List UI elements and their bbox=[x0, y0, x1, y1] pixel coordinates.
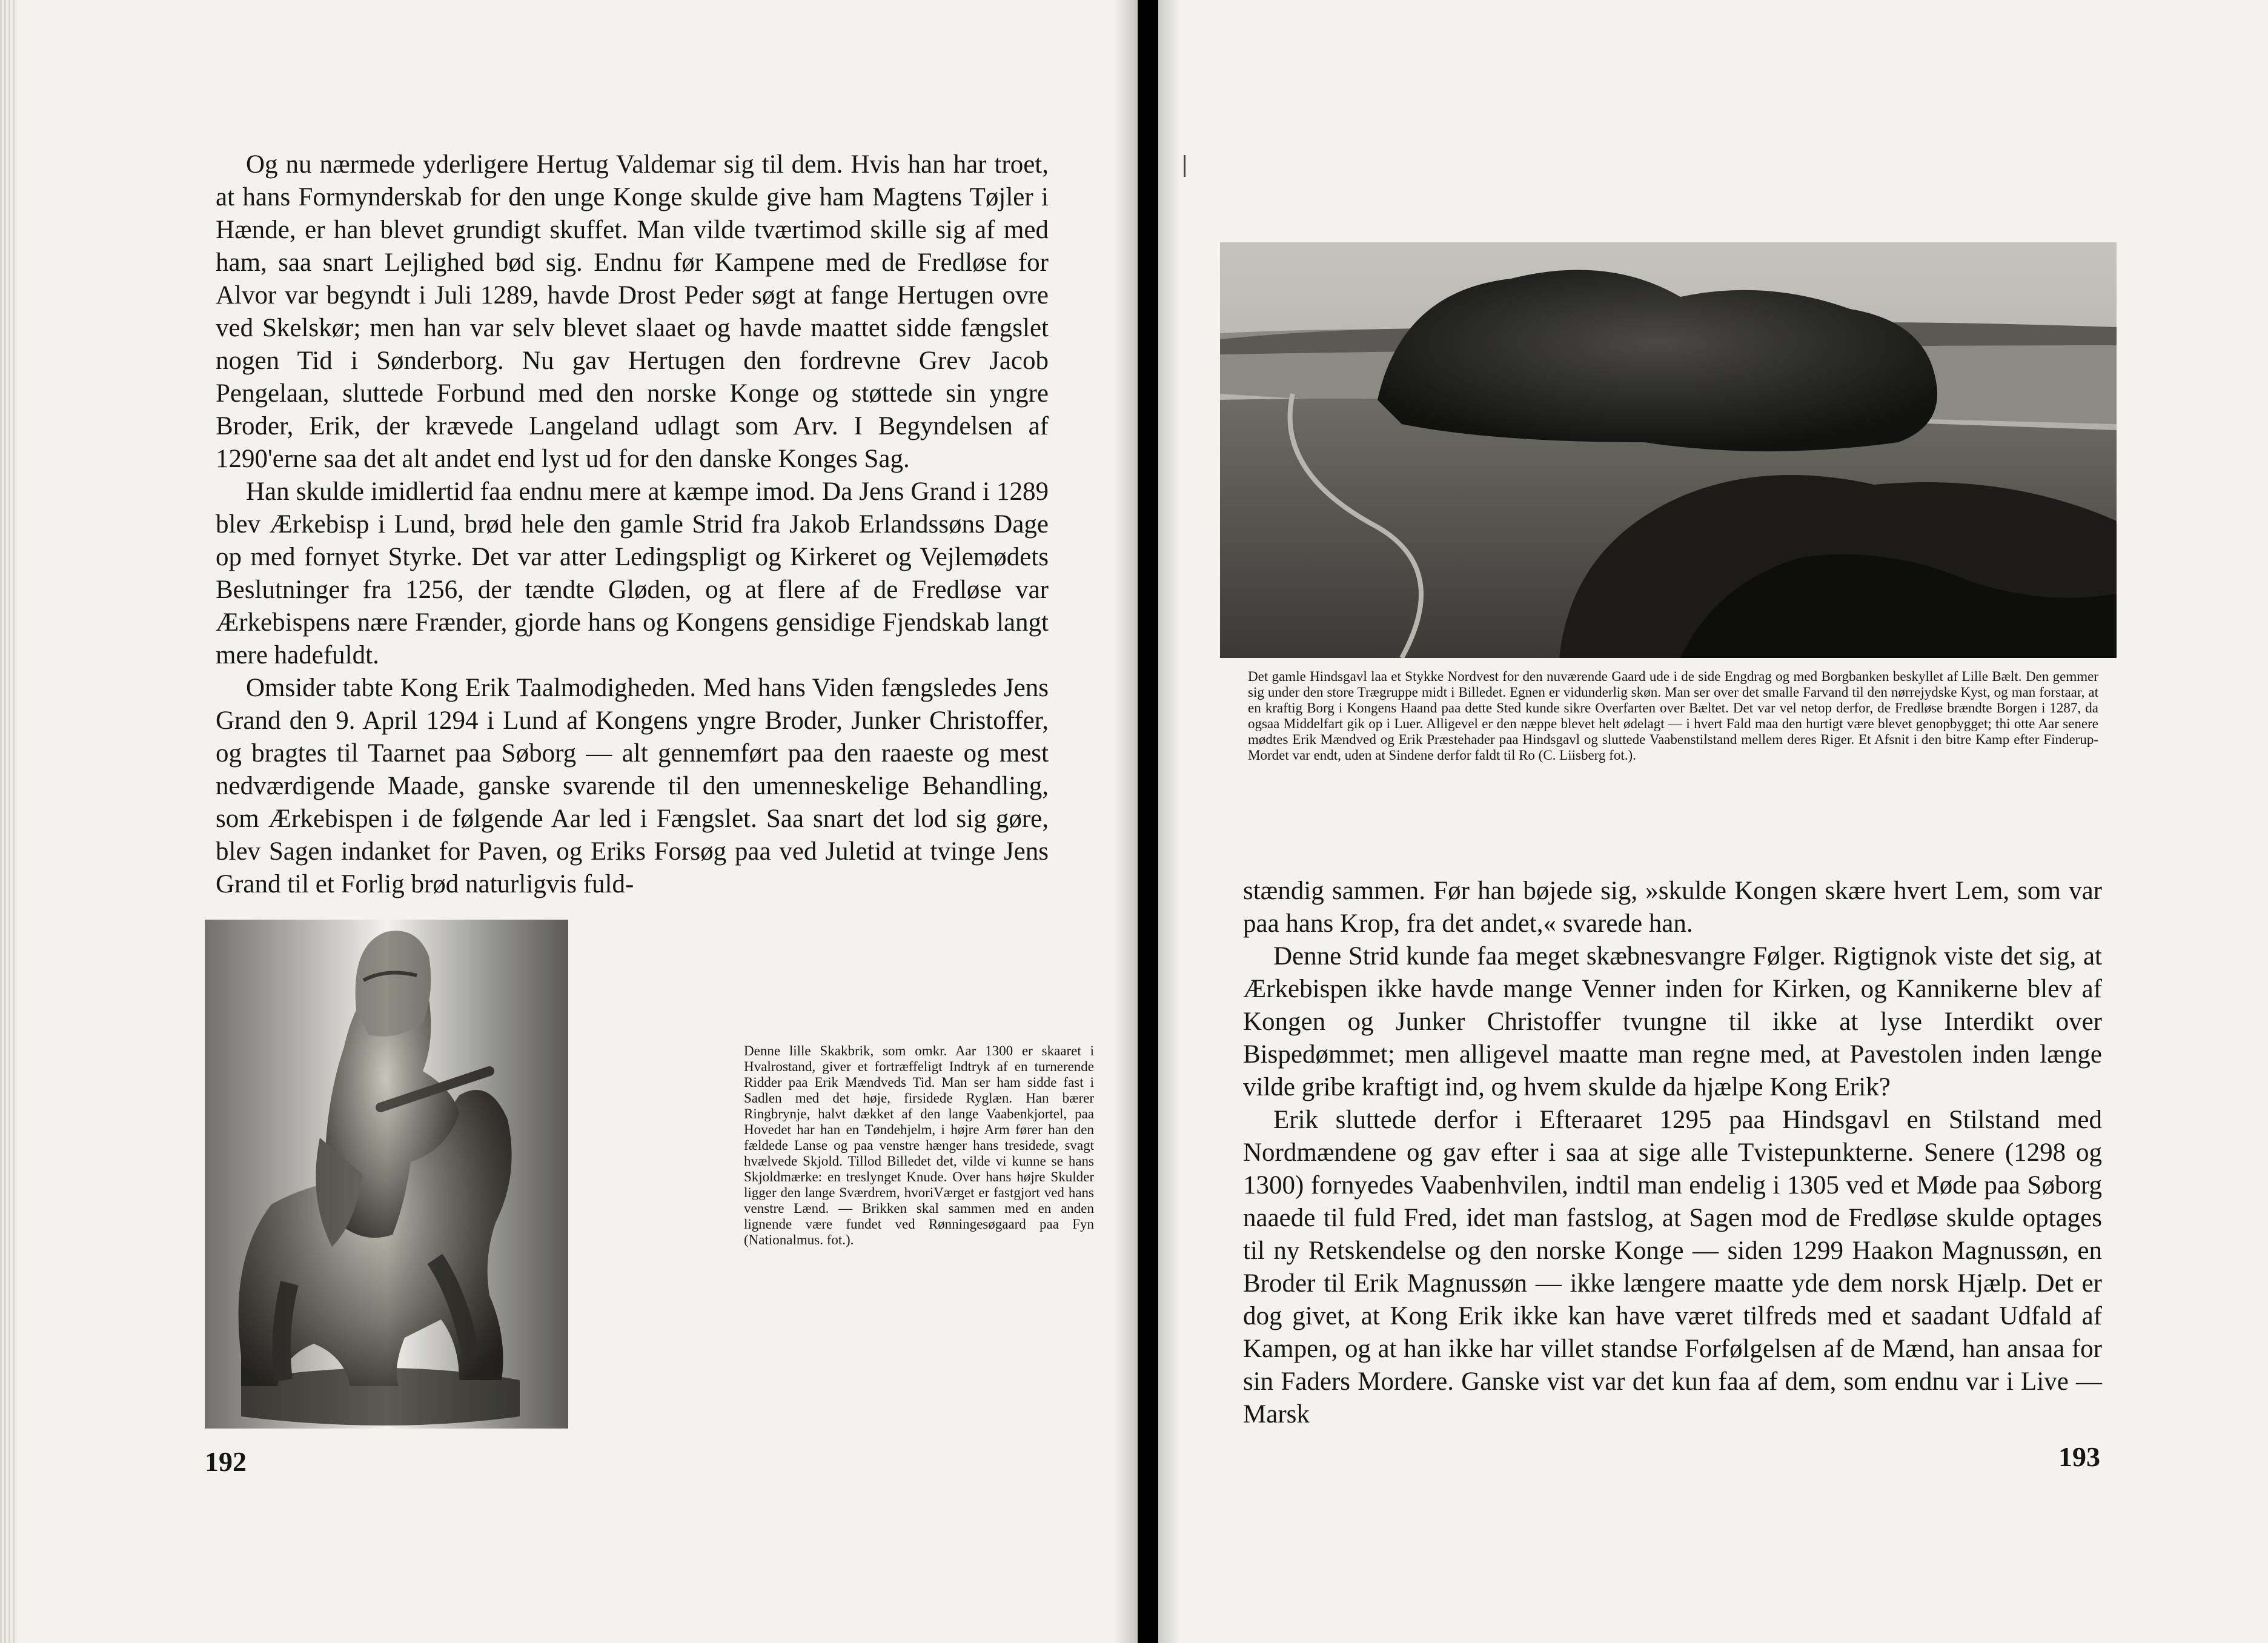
paragraph: Denne Strid kunde faa meget skæbnesvangre Følger. Rigtignok viste det sig, at Ærkebispen ikke havde mange Venner inden for Kirken, og Kannikerne blev af Kongen og Junker Christoffer tvungne til ikke at lyse Interdikt over Bispedømmet; men alligevel maatte man regne med, at Pavestolen inden længe vilde gribe kraftigt ind, og hvem skulde da hjælpe Kong Erik? bbox=[1243, 942, 2102, 1101]
paragraph: Omsider tabte Kong Erik Taalmodigheden. Med hans Viden fængsledes Jens Grand den 9. April 1294 i Lund af Kongens yngre Broder, Junker Christoffer, og bragtes til Taarnet paa Søborg — alt gennemført paa den raaeste og mest nedværdigende Maade, ganske svarende til den umenneskelige Behandling, som Ærkebispen i de følgende Aar led i Fængslet. Saa snart det lod sig gøre, blev Sagen indanket for Paven, og Eriks Forsøg paa ved Juletid at tvinge Jens Grand til et Forlig brød naturligvis fuld- bbox=[216, 674, 1049, 898]
figure-caption: Det gamle Hindsgavl laa et Stykke Nordvest for den nuværende Gaard ude i de side Engdrag og med Borgbanken beskyllet af Lille Bælt. Den gemmer sig under den store Trægruppe midt i Billedet. Egnen er vidunderlig skøn. Man ser over det smalle Farvand til den nørrejydske Kyst, og man forstaar, at en kraftig Borg i Kongens Haand paa dette Sted kunde sikre Overfarten over Bæltet. Det var vel netop derfor, de Fredløse brændte Borgen i 1287, da ogsaa Middelfart gik op i Luer. Alligevel er den næppe blevet helt ødelagt — i hvert Fald maa den hurtigt være blevet genopbygget; thi otte Aar senere mødtes Erik Mændved og Erik Præstehader paa Hindsgavl og sluttede Vaabenstilstand mellem deres Riger. Et Afsnit i den bitre Kamp efter Finderup-Mordet var endt, uden at Sindene derfor faldt til Ro (C. Liisberg fot.). bbox=[1248, 669, 2098, 763]
right-page-body-text bbox=[1243, 875, 2102, 1431]
paragraph: stændig sammen. Før han bøjede sig, »skulde Kongen skære hvert Lem, som var paa hans Krop, fra det andet,« svarede han. bbox=[1243, 877, 2102, 938]
crop-mark bbox=[1184, 155, 1185, 177]
chess-knight-photo bbox=[205, 920, 568, 1429]
left-page-body-text bbox=[216, 148, 1049, 901]
figure-caption: Denne lille Skakbrik, som omkr. Aar 1300 er skaaret i Hvalrostand, giver et fortræffeligt Indtryk af en turnerende Ridder paa Erik Mændveds Tid. Man ser ham sidde fast i Sadlen med det høje, firsidede Ryglæn. Han bærer Ringbrynje, halvt dækket af den lange Vaabenkjortel, paa Hovedet har han en Tøndehjelm, i højre Arm fører han den fældede Lanse og paa venstre hænger hans tresidede, svagt hvælvede Skjold. Tillod Billedet det, vilde vi kunne se hans Skjoldmærke: en treslynget Knude. Over hans højre Skulder ligger den lange Sværdrem, hvoriVærget er fastgjort ved hans venstre Lænd. — Brikken skal sammen med en anden lignende være fundet ved Rønningesøgaard paa Fyn (Nationalmus. fot.). bbox=[744, 1043, 1094, 1247]
page-edge bbox=[0, 0, 17, 1643]
page-number: 192 bbox=[205, 1446, 247, 1477]
paragraph: Og nu nærmede yderligere Hertug Valdemar sig til dem. Hvis han har troet, at hans Formynderskab for den unge Konge skulde give ham Magtens Tøjler i Hænde, er han blevet grundigt skuffet. Man vilde tværtimod skille sig af med ham, saa snart Lejlighed bød sig. Endnu før Kampene med de Fredløse for Alvor var begyndt i Juli 1289, havde Drost Peder søgt at fange Hertugen ovre ved Skelskør; men han var selv blevet slaaet og havde maattet sidde fængslet nogen Tid i Sønderborg. Nu gav Hertugen den fordrevne Grev Jacob Pengelaan, sluttede Forbund med den norske Konge og støttede sin yngre Broder, Erik, der krævede Langeland udlagt som Arv. I Begyndelsen af 1290'erne saa det alt andet end lyst ud for den danske Konges Sag. bbox=[216, 150, 1049, 473]
right-page bbox=[1158, 0, 2268, 1643]
paragraph: Han skulde imidlertid faa endnu mere at kæmpe imod. Da Jens Grand i 1289 blev Ærkebisp i Lund, brød hele den gamle Strid fra Jakob Erlandssøns Dage op med fornyet Styrke. Det var atter Ledingspligt og Kirkeret og Vejlemødets Beslutninger fra 1256, der tændte Gløden, og at flere af de Fredløse var Ærkebispens nære Frænder, gjorde hans og Kongens gensidige Fjendskab langt mere hadefuldt. bbox=[216, 477, 1049, 669]
paragraph: Erik sluttede derfor i Efteraaret 1295 paa Hindsgavl en Stilstand med Nordmændene og gav efter i saa at sige alle Tvistepunkterne. Senere (1298 og 1300) fornyedes Vaabenhvilen, indtil man endelig i 1305 ved et Møde paa Søborg naaede til fuld Fred, idet man fastslog, at Sagen mod de Fredløse skulde optages til ny Retskendelse og den norske Konge — siden 1299 Haakon Magnussøn, en Broder til Erik Magnussøn — ikke længere maatte yde dem norsk Hjælp. Det er dog givet, at Kong Erik ikke kan have været tilfreds med et saadant Udfald af Kampen, og at han ikke har villet standse Forfølgelsen af de Mænd, han ansaa for sin Faders Mordere. Ganske vist var det kun faa af dem, som endnu var i Live — Marsk bbox=[1243, 1106, 2102, 1429]
page-number: 193 bbox=[2058, 1441, 2100, 1472]
hindsgavl-landscape-photo bbox=[1220, 242, 2117, 658]
